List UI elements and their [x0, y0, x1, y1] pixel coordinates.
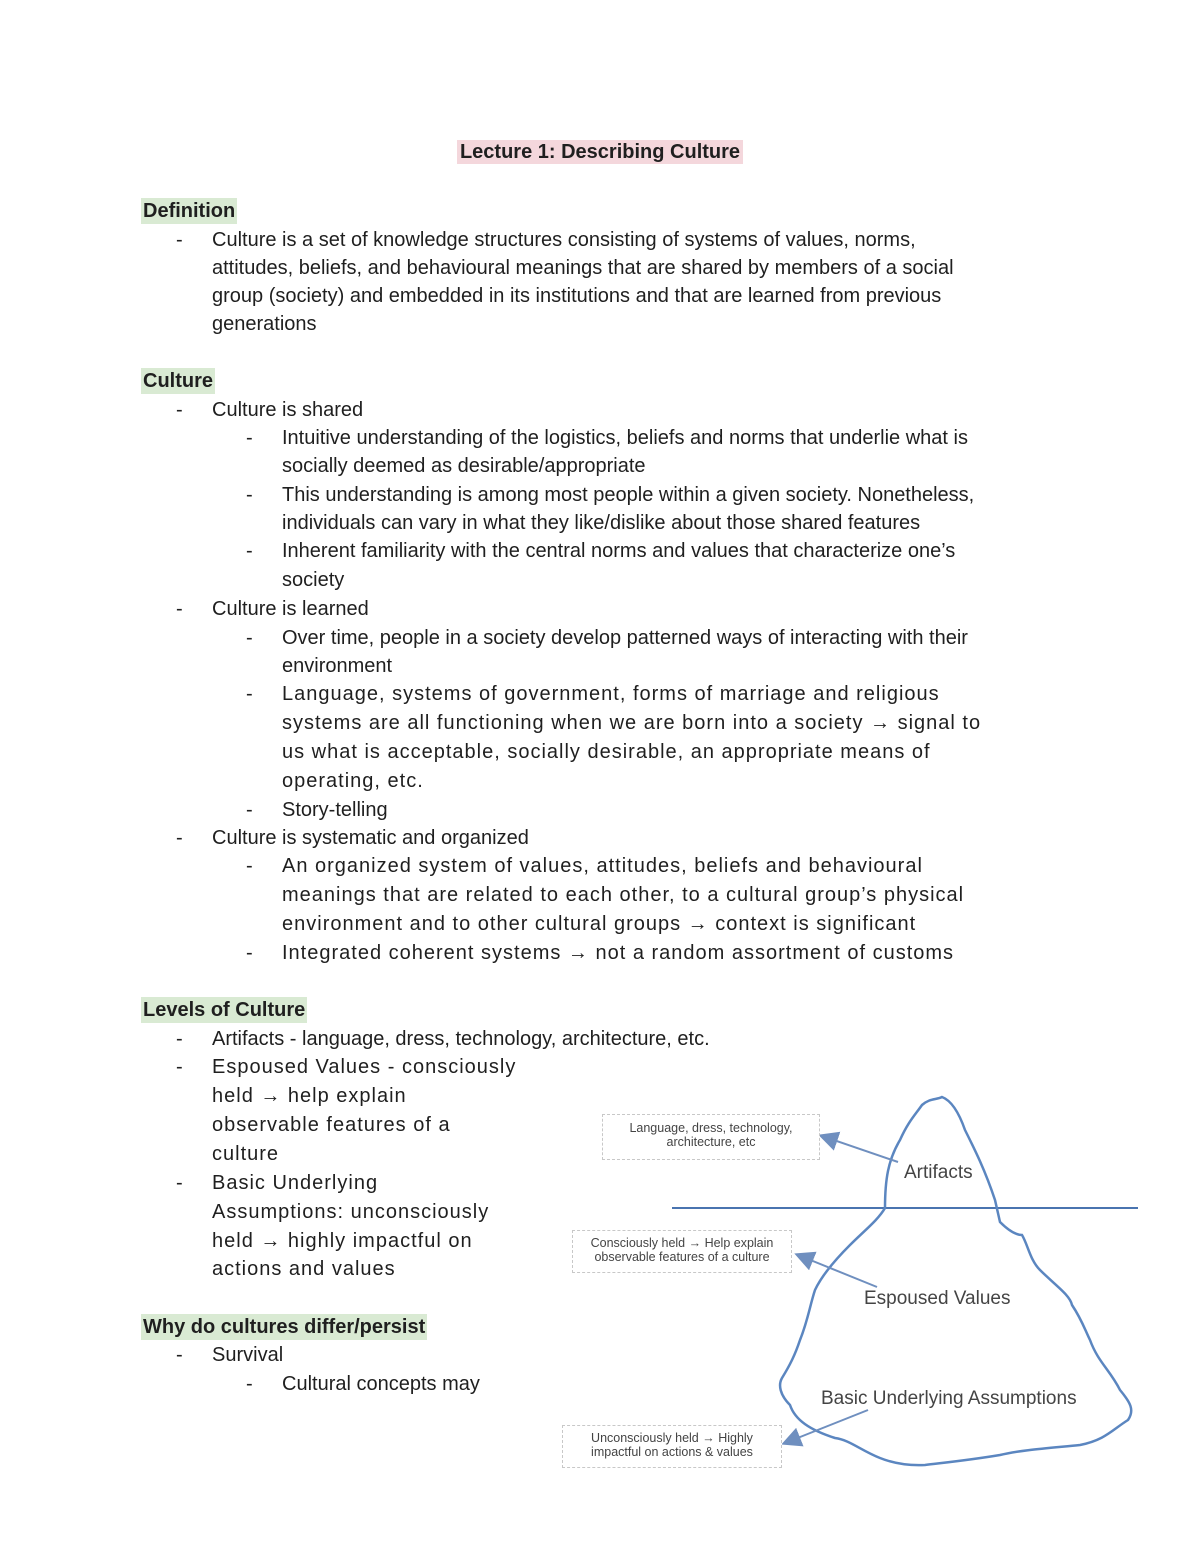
heading-culture: Culture: [143, 370, 213, 392]
arrow-assumptions: [785, 1410, 868, 1443]
item-text: us what is acceptable, socially desirable, an appropriate means of: [282, 741, 931, 763]
item-text: group (society) and embedded in its institutions and that are learned from previous: [212, 285, 942, 307]
note-text: impactful on actions & values: [591, 1445, 753, 1459]
note-box-espoused-values: [572, 1230, 792, 1273]
list-item: - Culture is a set of knowledge structures consisting of systems of values, norms,: [176, 229, 916, 251]
sub-list-item: - An organized system of values, attitudes, beliefs and behavioural: [246, 855, 923, 877]
item-text: This understanding is among most people within a given society. Nonetheless,: [282, 484, 975, 506]
item-text: observable features of a: [212, 1114, 451, 1136]
note-text: Language, dress, technology,: [629, 1121, 793, 1135]
item-text: Culture is shared: [212, 399, 364, 421]
list-item: - Culture is learned: [176, 598, 369, 620]
sub-list-item: - Over time, people in a society develop patterned ways of interacting with their: [246, 627, 968, 649]
item-text: socially deemed as desirable/appropriate: [282, 455, 646, 477]
sub-list-item: - Inherent familiarity with the central norms and values that characterize one’s: [246, 540, 956, 562]
item-text: Assumptions: unconsciously: [212, 1201, 490, 1223]
iceberg-outline: [780, 1097, 1131, 1465]
list-item: - Culture is shared: [176, 399, 364, 421]
list-item: - Artifacts - language, dress, technology, architecture, etc.: [176, 1028, 710, 1050]
item-text: Language, systems of government, forms of marriage and religious: [282, 683, 940, 705]
note-box-artifacts: [602, 1114, 820, 1160]
note-text: architecture, etc: [666, 1135, 756, 1149]
item-text: An organized system of values, attitudes, beliefs and behavioural: [282, 855, 923, 877]
title-text: Lecture 1: Describing Culture: [457, 140, 743, 164]
item-text: Integrated coherent systems → not a random assortment of customs: [282, 942, 955, 964]
note-text: Unconsciously held → Highly: [591, 1431, 753, 1445]
item-text: meanings that are related to each other, to a cultural group’s physical: [282, 884, 965, 906]
item-text: held → help explain: [212, 1085, 407, 1107]
item-text: generations: [212, 313, 317, 335]
note-text: observable features of a culture: [594, 1250, 770, 1264]
list-item: - Survival: [176, 1344, 284, 1366]
item-text: environment: [282, 655, 393, 677]
item-text: society: [282, 569, 345, 591]
item-text: Survival: [212, 1344, 284, 1366]
sub-list-item: - Cultural concepts may: [246, 1373, 480, 1395]
item-text: Culture is systematic and organized: [212, 827, 529, 849]
item-text: culture: [212, 1143, 280, 1165]
heading-definition: Definition: [143, 200, 236, 222]
label-artifacts: Artifacts: [904, 1162, 973, 1183]
item-text: Espoused Values - consciously: [212, 1056, 517, 1078]
item-text: Artifacts - language, dress, technology, architecture, etc.: [212, 1028, 710, 1050]
item-text: systems are all functioning when we are born into a society → signal to: [282, 712, 982, 734]
label-espoused-values: Espoused Values: [864, 1288, 1011, 1309]
sub-list-item: - Integrated coherent systems → not a random assortment of customs: [246, 942, 955, 964]
item-text: Intuitive understanding of the logistics, beliefs and norms that underlie what is: [282, 427, 968, 449]
arrow-artifacts: [822, 1136, 898, 1162]
item-text: Over time, people in a society develop patterned ways of interacting with their: [282, 627, 968, 649]
item-text: Culture is learned: [212, 598, 369, 620]
item-text: operating, etc.: [282, 770, 424, 792]
list-item: - Basic Underlying: [176, 1172, 379, 1194]
item-text: Basic Underlying: [212, 1172, 379, 1194]
item-text: individuals can vary in what they like/dislike about those shared features: [282, 512, 921, 534]
sub-list-item: - Story-telling: [246, 799, 388, 821]
item-text: environment and to other cultural groups → context is significant: [282, 913, 917, 935]
item-text: Cultural concepts may: [282, 1373, 480, 1395]
item-text: Story-telling: [282, 799, 388, 821]
item-text: Inherent familiarity with the central norms and values that characterize one’s: [282, 540, 956, 562]
list-item: - Culture is systematic and organized: [176, 827, 529, 849]
heading-why-cultures-differ: Why do cultures differ/persist: [143, 1316, 426, 1338]
item-text: attitudes, beliefs, and behavioural meanings that are shared by members of a social: [212, 257, 954, 279]
note-text: Consciously held → Help explain: [590, 1236, 774, 1250]
label-basic-underlying-assumptions: Basic Underlying Assumptions: [821, 1388, 1077, 1409]
sub-list-item: - Intuitive understanding of the logistics, beliefs and norms that underlie what is: [246, 427, 968, 449]
item-text: Culture is a set of knowledge structures consisting of systems of values, norms,: [212, 229, 916, 251]
heading-levels-of-culture: Levels of Culture: [143, 999, 306, 1021]
sub-list-item: - This understanding is among most people within a given society. Nonetheless,: [246, 484, 975, 506]
item-text: actions and values: [212, 1258, 396, 1280]
sub-list-item: - Language, systems of government, forms of marriage and religious: [246, 683, 940, 705]
list-item: - Espoused Values - consciously: [176, 1056, 517, 1078]
note-box-assumptions: [562, 1425, 782, 1468]
item-text: held → highly impactful on: [212, 1230, 473, 1252]
